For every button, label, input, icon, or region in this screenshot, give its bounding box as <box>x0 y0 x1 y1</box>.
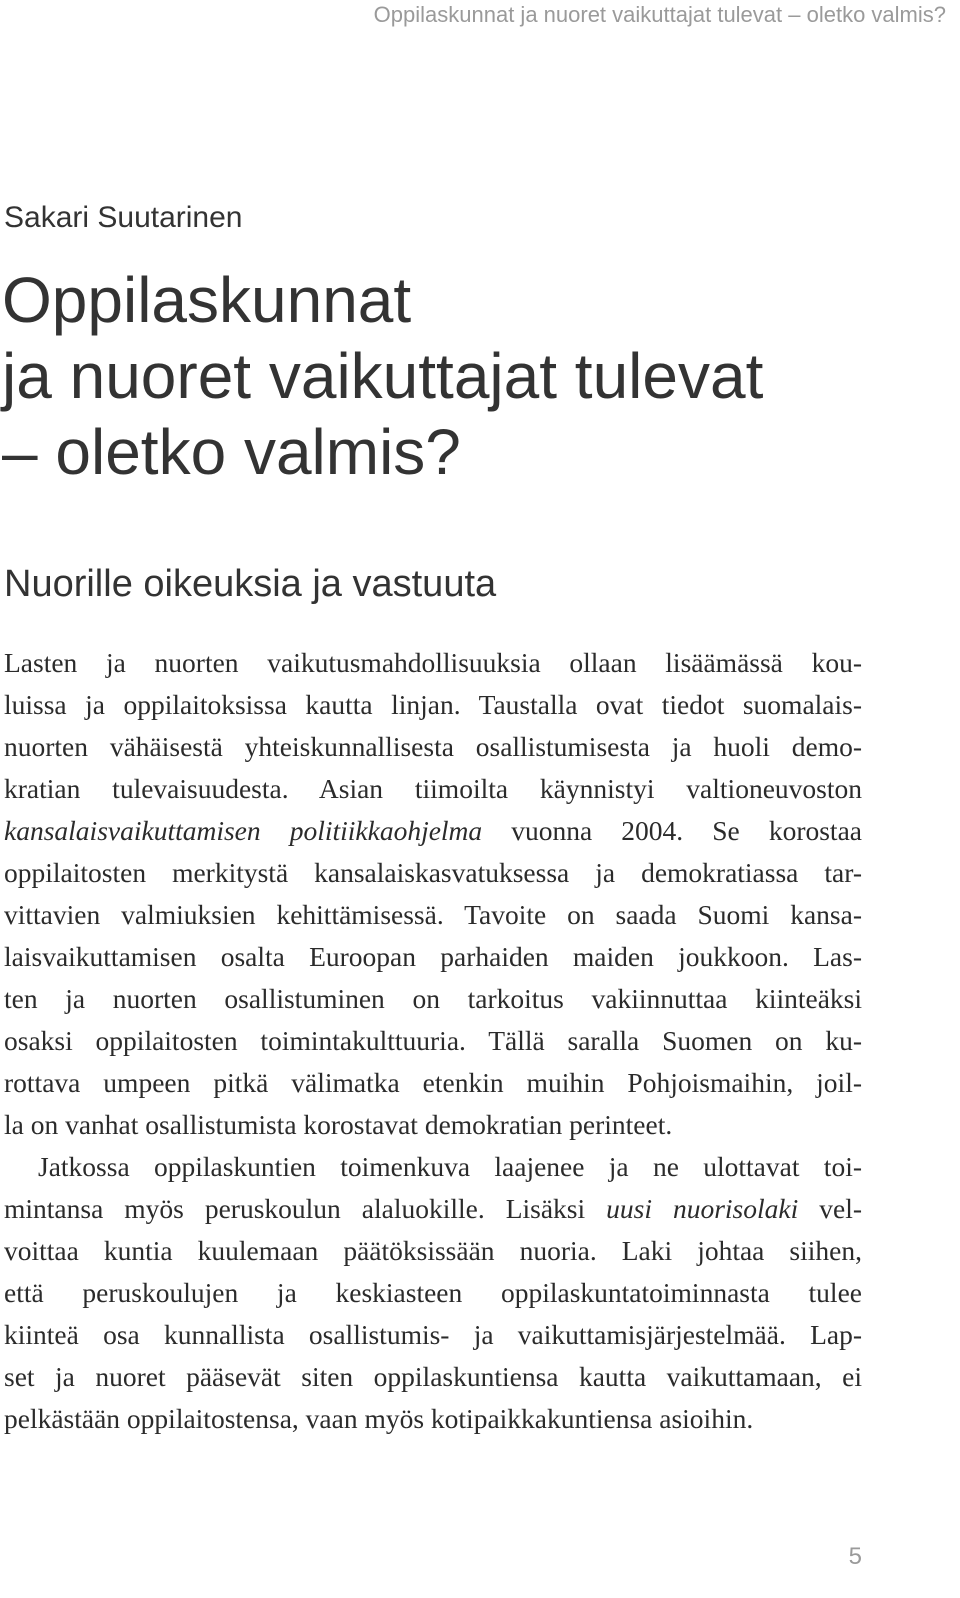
title-line: – oletko valmis? <box>2 416 461 488</box>
text-fragment: mintansa myös peruskoulun alaluokille. Lisäksi <box>4 1193 607 1224</box>
text-line: osaksi oppilaitosten toimintakulttuuria. Tällä saralla Suomen on ku- <box>4 1025 862 1056</box>
title-line: ja nuoret vaikuttajat tulevat <box>2 340 764 412</box>
author-name: Sakari Suutarinen <box>4 201 243 234</box>
text-line: pelkästään oppilaitostensa, vaan myös kotipaikkakuntiensa asioihin. <box>4 1403 754 1434</box>
text-line <box>4 1188 862 1230</box>
text-line: kiinteä osa kunnallista osallistumis- ja vaikuttamisjärjestelmää. Lap- <box>4 1319 862 1350</box>
text-line: nuorten vähäisestä yhteiskunnallisesta osallistumisesta ja huoli demo- <box>4 731 862 762</box>
running-header: Oppilaskunnat ja nuoret vaikuttajat tulevat – oletko valmis? <box>373 2 946 27</box>
section-heading: Nuorille oikeuksia ja vastuuta <box>4 563 497 605</box>
text-line: oppilaitosten merkitystä kansalaiskasvatuksessa ja demokratiassa tar- <box>4 857 862 888</box>
title-line: Oppilaskunnat <box>2 264 412 336</box>
body-text <box>4 642 862 1440</box>
text-line: voittaa kuntia kuulemaan päätöksissään nuoria. Laki johtaa siihen, <box>4 1235 862 1266</box>
text-line: kratian tulevaisuudesta. Asian tiimoilta käynnistyi valtioneuvoston <box>4 773 862 804</box>
page-number: 5 <box>848 1543 862 1570</box>
text-line: luissa ja oppilaitoksissa kautta linjan. Taustalla ovat tiedot suomalais- <box>4 689 862 720</box>
text-line: la on vanhat osallistumista korostavat demokratian perinteet. <box>4 1109 673 1140</box>
text-fragment: vel- <box>798 1193 862 1224</box>
text-line: set ja nuoret pääsevät siten oppilaskuntiensa kautta vaikuttamaan, ei <box>4 1361 862 1392</box>
paragraph-1 <box>4 642 862 1146</box>
text-line: Lasten ja nuorten vaikutusmahdollisuuksia ollaan lisäämässä kou- <box>4 647 862 678</box>
text-line: laisvaikuttamisen osalta Euroopan parhaiden maiden joukkoon. Las- <box>4 941 862 972</box>
text-line: Jatkossa oppilaskuntien toimenkuva laajenee ja ne ulottavat toi- <box>38 1151 862 1182</box>
article-title <box>2 262 902 490</box>
law-name-italic: uusi nuorisolaki <box>606 1193 799 1224</box>
program-name-italic: kansalaisvaikuttamisen politiikkaohjelma <box>4 815 483 846</box>
text-line: ten ja nuorten osallistuminen on tarkoitus vakiinnuttaa kiinteäksi <box>4 983 862 1014</box>
text-line: vittavien valmiuksien kehittämisessä. Tavoite on saada Suomi kansa- <box>4 899 862 930</box>
text-line <box>4 810 862 852</box>
text-line: että peruskoulujen ja keskiasteen oppilaskuntatoiminnasta tulee <box>4 1277 862 1308</box>
text-fragment: vuonna 2004. Se korostaa <box>482 815 862 846</box>
paragraph-2 <box>4 1146 862 1440</box>
text-line: rottava umpeen pitkä välimatka etenkin muihin Pohjoismaihin, joil- <box>4 1067 862 1098</box>
